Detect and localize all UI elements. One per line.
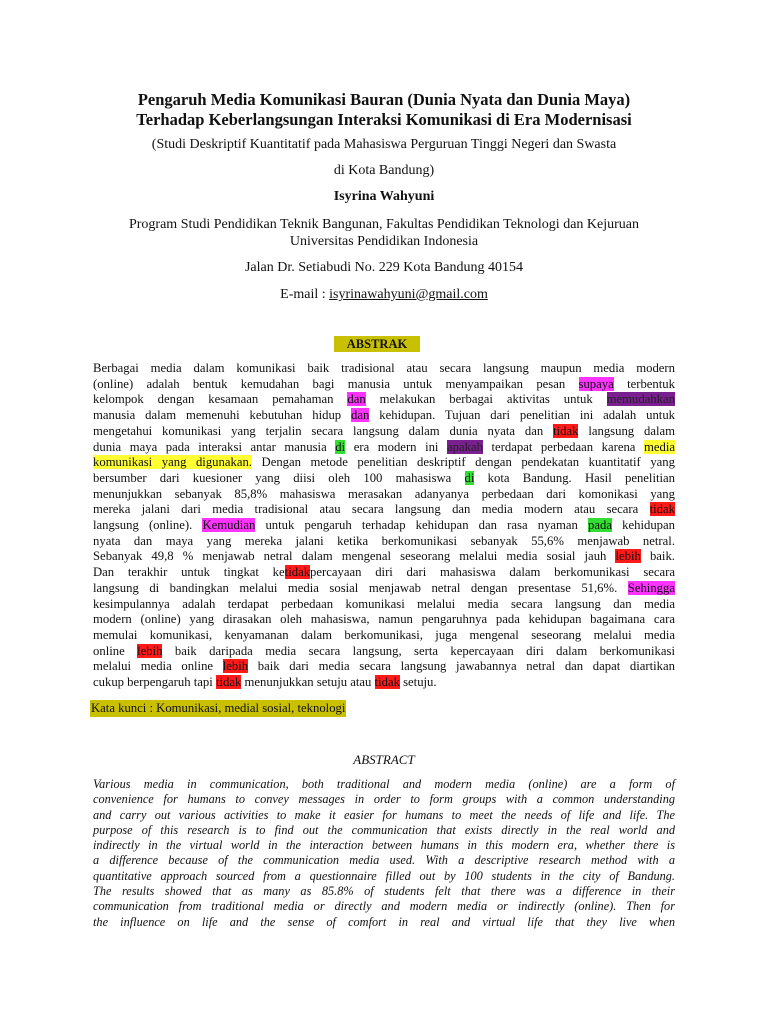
highlighted-word: supaya [578,376,614,391]
text-segment: cukup berpengaruh tapi [93,675,216,690]
highlighted-word: lebih [137,643,163,658]
text-segment: kehidupan. Tujuan dari penelitian ini adalah untuk [369,408,676,423]
highlighted-word: tidak [284,565,311,580]
highlighted-word: memudahkan [606,392,675,407]
email-label: E-mail : [280,287,330,302]
text-segment: melalui media online [93,659,223,674]
abstract-line: quantitative approach sourced from a questionnaire filled out by 100 students in the city of Bandung. [93,868,675,883]
highlighted-word: apakah [447,439,483,454]
abstrak-line [93,392,675,408]
text-segment: melakukan berbagai aktivitas untuk [365,392,607,407]
text-segment: memulai komunikasi, kenyamanan dalam berkomunikasi, juga mengenal seseorang melalui media [93,627,675,642]
text-segment: Sebanyak 49,8 % menjawab netral dalam mengenal seseorang melalui media sosial jauh [93,549,616,564]
address: Jalan Dr. Setiabudi No. 229 Kota Bandung 40154 [244,260,524,275]
subtitle-line-1: (Studi Deskriptif Kuantitatif pada Mahasiswa Perguruan Tinggi Negeri dan Swasta [151,137,617,152]
text-segment: dunia maya pada interaksi antar manusia [93,439,336,454]
text-segment: kelompok dengan kesamaan pemahaman [93,392,348,407]
highlighted-word: media [643,439,675,454]
abstrak-line [93,408,675,424]
text-segment: modern (online) yang dirasakan oleh mahasiswa, namun pengaruhnya pada kehidupan bagaimana cara [93,612,675,627]
highlighted-word: di [464,470,475,485]
highlighted-word: dan [351,408,370,423]
text-segment: langsung di bandingkan melalui media sosial menjawab netral dengan presentase 51,6%. [93,580,628,595]
title-line-2: Terhadap Keberlangsungan Interaksi Komunikasi di Era Modernisasi [136,110,632,129]
highlighted-word: Kemudian [202,518,256,533]
text-segment: terbentuk [613,376,675,391]
abstrak-body [93,361,675,691]
text-segment: menunjukkan setuju atau [241,675,375,690]
highlighted-word: di [335,439,346,454]
text-segment: baik dari media secara langsung jawabannya netral dan dapat diartikan [248,659,675,674]
abstrak-line [93,628,675,644]
abstract-line: The results showed that as many as 85.8% of students felt that there was a difference in their [93,884,675,899]
text-segment: bersumber dari kuesioner yang diisi oleh 100 mahasiswa [93,470,465,485]
text-segment: kota Bandung. Hasil penelitian [474,470,675,485]
highlighted-word: komunikasi yang digunakan. [93,455,252,470]
abstract-line: communication from traditional media or directly and modern media or indirectly (online). Then for [93,899,675,914]
abstrak-line [93,549,675,565]
text-segment: menunjukkan sebanyak 85,8% mahasiswa merasakan adanyanya perbedaan dari komonikasi yang [93,486,675,501]
text-segment: manusia dalam memenuhi kebutuhan hidup [93,408,352,423]
abstrak-line [93,424,675,440]
abstrak-line [93,644,675,660]
abstrak-line [93,659,675,675]
highlighted-word: pada [588,518,612,533]
text-segment: langsung (online). [93,518,203,533]
abstrak-line [93,597,675,613]
text-segment: era modern ini [345,439,448,454]
abstrak-line [93,471,675,487]
abstrak-line [93,377,675,393]
abstrak-line [93,534,675,550]
highlighted-word: tidak [553,423,579,438]
abstract-line: the influence on life and the sense of comfort in real and virtual life that they live when [93,914,675,929]
text-segment: mereka jalani dari media tradisional atau secara langsung dan media modern atau secara [93,502,650,517]
text-segment: baik. [640,549,675,564]
abstrak-line [93,612,675,628]
text-segment: (online) adalah bentuk kemudahan bagi manusia untuk menyampaikan pesan [93,376,579,391]
text-segment: baik daripada media secara langsung, serta kepercayaan diri dalam berkomunikasi [162,643,675,658]
subtitle-line-2: di Kota Bandung) [333,163,435,178]
abstract-body [93,777,675,930]
abstrak-line [93,440,675,456]
abstract-line: a difference because of the communication media used. With a descriptive research method with a [93,853,675,868]
text-segment: Dengan metode penelitian deskriptif dengan pendekatan kuantitatif yang [251,455,675,470]
highlighted-word: tidak [649,502,675,517]
text-segment: online [93,643,138,658]
keywords: Kata kunci : Komunikasi, medial sosial, teknologi [91,701,346,715]
abstrak-line [93,518,675,534]
highlighted-word: tidak [215,675,242,690]
abstract-heading: ABSTRACT [353,752,415,767]
abstrak-line [93,502,675,518]
author-name: Isyrina Wahyuni [333,189,435,204]
abstract-line: indirectly in the virtual world in the interaction between humans in this modern era, whether there is [93,838,675,853]
title-line-1: Pengaruh Media Komunikasi Bauran (Dunia Nyata dan Dunia Maya) [137,90,631,109]
abstract-line: Various media in communication, both traditional and modern media (online) are a form of [93,777,675,791]
text-segment: untuk pengaruh terhadap kehidupan dan rasa nyaman [255,518,589,533]
text-segment: terdapat perbedaan karena [482,439,644,454]
highlighted-word: lebih [615,549,641,564]
abstract-line: purpose of this research is to find out the communication that exists directly in the real world and [93,822,675,837]
abstrak-line [93,361,675,377]
text-segment: nyata dan maya yang mereka jalani ketika berkomunikasi sebanyak 55,6% menjawab netral. [93,533,675,548]
highlighted-word: Sehingga [627,580,675,595]
text-segment: percayaan diri dari mahasiswa dalam berkomunikasi secara [310,565,676,580]
text-segment: kehidupan [612,518,675,533]
highlighted-word: tidak [374,675,400,690]
text-segment: setuju. [399,675,437,690]
text-segment: kesimpulannya adalah terdapat perbedaan komunikasi melalui media secara langsung dan media [93,596,675,611]
affiliation-line-1: Program Studi Pendidikan Teknik Bangunan, Fakultas Pendidikan Teknologi dan Kejuruan [128,217,639,232]
paper-title [60,90,708,130]
abstrak-line [93,565,675,581]
highlighted-word: dan [347,392,366,407]
abstract-line: convenience for humans to convey messages in order to form groups with a common understanding [93,792,675,807]
email-link[interactable]: isyrinawahyuni@gmail.com [329,287,488,302]
text-segment: Dan terakhir untuk tingkat ke [93,565,285,580]
abstrak-line [93,581,675,597]
text-segment: Berbagai media dalam komunikasi baik tradisional atau secara langsung maupun media modern [93,361,675,375]
abstrak-line [93,487,675,503]
abstract-line: and carry out various activities to make it easier for humans to meet the needs of life and life. The [93,807,675,822]
highlighted-word: lebih [222,659,249,674]
abstrak-line [93,455,675,471]
affiliation-line-2: Universitas Pendidikan Indonesia [289,234,479,249]
abstrak-line [93,675,675,691]
text-segment: langsung dalam [578,423,675,438]
text-segment: mengetahui komunikasi yang terjalin secara langsung dalam dunia nyata dan [93,423,554,438]
abstrak-heading: ABSTRAK [334,336,420,352]
email-line [60,286,708,304]
